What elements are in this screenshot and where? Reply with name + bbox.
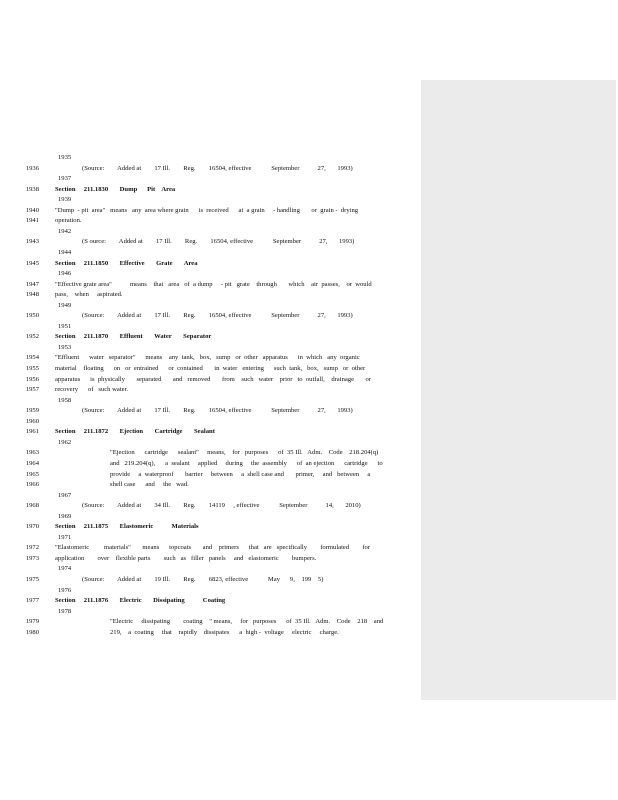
section-heading: Section 211.1830 Dump Pit Area [55, 185, 176, 193]
source-note: (Source: Added at 17 Ill. Reg. 16504, effective September 27, 1993) [82, 407, 353, 415]
line-text: shell case and the wad. [110, 481, 189, 489]
document-line [0, 616, 618, 627]
line-text: 1949 [58, 301, 72, 309]
line-number: 1940 [25, 206, 39, 214]
line-text: 1953 [58, 343, 72, 351]
source-note: (Source: Added at 17 Ill. Reg. 16504, effective September 27, 1993) [82, 312, 353, 320]
document-line [0, 595, 618, 606]
document-line [0, 321, 618, 332]
line-number: 1972 [25, 544, 39, 552]
line-number: 1943 [25, 238, 39, 246]
line-number: 1968 [25, 502, 39, 510]
source-note: (Source: Added at 34 Ill. Reg. 14119 , effective September 14, 2010) [82, 502, 361, 510]
document-line [0, 532, 618, 543]
line-number: 1975 [25, 576, 39, 583]
line-text: 1944 [58, 248, 72, 256]
document-line [0, 279, 618, 290]
document-line [0, 405, 618, 416]
line-number: 1955 [25, 365, 39, 372]
document-line [0, 469, 618, 480]
document-line [0, 574, 618, 585]
line-number: 1956 [25, 375, 39, 383]
line-number: 1973 [25, 554, 39, 562]
line-number: 1963 [25, 449, 39, 457]
line-text: 1976 [58, 586, 72, 594]
document-line [0, 458, 618, 469]
line-text: 1974 [58, 565, 72, 573]
line-number: 1938 [25, 185, 39, 193]
document-line [0, 479, 618, 490]
document-line [0, 521, 618, 532]
line-text: "Electric dissipating coating " means, for purposes of 35 Ill. Adm. Code 218 and [110, 618, 384, 626]
document-line [0, 205, 618, 216]
line-text: provide a waterproof barrier between a shell case and primer, and between a [110, 470, 371, 478]
source-note: (Source: Added at 19 Ill. Reg. 6823, effective May 9, 199 5) [82, 576, 324, 583]
line-text: 1969 [58, 512, 72, 520]
line-number: 1957 [25, 386, 39, 394]
line-text: "Elastomeric materials" means topcoats and primers that are specifically formulated for [55, 544, 371, 552]
line-number: 1970 [25, 523, 39, 531]
line-number: 1979 [25, 618, 39, 626]
document-line [0, 606, 618, 617]
section-heading: Section 211.1870 Effluent Water Separator [55, 333, 212, 341]
document-line [0, 184, 618, 195]
document-line [0, 542, 618, 553]
document-line [0, 395, 618, 406]
line-number: 1936 [25, 164, 39, 172]
line-number: 1961 [25, 428, 39, 436]
line-number: 1947 [25, 280, 39, 288]
document-line [0, 163, 618, 174]
line-number: 1977 [25, 597, 39, 605]
line-text: 219, a coating that rapidly dissipates a high - voltage electric charge. [110, 628, 339, 636]
document-line [0, 627, 618, 638]
line-number: 1948 [25, 291, 39, 299]
line-number: 1980 [25, 628, 39, 636]
document-line [0, 152, 618, 163]
line-text: recovery of such water. [55, 386, 129, 394]
line-text: 1962 [58, 438, 72, 446]
line-number: 1965 [25, 470, 39, 478]
line-number: 1941 [25, 217, 39, 225]
line-text: 1971 [58, 533, 72, 541]
section-heading: Section 211.1850 Effective Grate Area [55, 259, 198, 267]
document-line [0, 426, 618, 437]
document-line [0, 194, 618, 205]
section-heading: Section 211.1872 Ejection Cartridge Sealant [55, 428, 215, 436]
document-line [0, 511, 618, 522]
section-heading: Section 211.1876 Electric Dissipating Coating [55, 597, 226, 605]
line-text: "Dump - pit area" means any area where grain is received at a grain - handling or grain - drying [55, 206, 359, 214]
document-line [0, 447, 618, 458]
line-text: 1937 [58, 175, 72, 183]
document-line [0, 563, 618, 574]
line-number: 1952 [25, 333, 39, 341]
document-line [0, 342, 618, 353]
line-number: 1960 [25, 417, 39, 425]
document-line [0, 247, 618, 258]
line-text: pass, when aspirated. [55, 291, 123, 299]
line-number: 1954 [25, 354, 39, 362]
document-line [0, 331, 618, 342]
line-number: 1964 [25, 459, 39, 467]
line-text: 1978 [58, 607, 72, 615]
line-number: 1950 [25, 312, 39, 320]
document-line [0, 226, 618, 237]
document-line [0, 500, 618, 511]
document-line [0, 289, 618, 300]
line-text: "Ejection cartridge sealant" means, for purposes of 35 Ill. Adm. Code 218.204(q) [110, 449, 379, 457]
document-line [0, 363, 618, 374]
document-line [0, 236, 618, 247]
document-line [0, 416, 618, 427]
source-note: (Source: Added at 17 Ill. Reg. 16504, effective September 27, 1993) [82, 164, 353, 172]
document-line [0, 553, 618, 564]
document-line [0, 310, 618, 321]
line-text: 1967 [58, 491, 72, 499]
line-text: 1951 [58, 322, 72, 330]
document-line [0, 173, 618, 184]
document-line [0, 437, 618, 448]
document-line [0, 384, 618, 395]
line-number: 1966 [25, 481, 39, 489]
line-text: operation. [55, 217, 82, 225]
line-text: 1958 [58, 396, 72, 404]
document-line [0, 300, 618, 311]
document-line [0, 268, 618, 279]
section-heading: Section 211.1875 Elastomeric Materials [55, 523, 199, 531]
line-text: apparatus is physically separated and removed from such water prior to outfall, drainage or [55, 375, 372, 383]
line-text: and 219.204(q), a sealant applied during the assembly of an ejection cartridge to [110, 459, 383, 467]
line-text: material floating on or entrained or contained in water entering such tank, box, sump or other [55, 365, 366, 372]
document-line [0, 374, 618, 385]
line-text: 1942 [58, 227, 72, 235]
document-line [0, 352, 618, 363]
document-line [0, 258, 618, 269]
document-line [0, 490, 618, 501]
line-text: "Effective grate area" means that area of a dump - pit grate through which air passes, or would [55, 280, 372, 288]
line-text: "Effluent water separator" means any tank, box, sump or other apparatus in which any organic [55, 354, 360, 362]
source-note: (S ource: Added at 17 Ill. Reg. 16504, effective September 27, 1993) [82, 238, 355, 246]
line-number: 1959 [25, 407, 39, 415]
line-text: application over flexible parts such as filler panels and elastomeric bumpers. [55, 554, 317, 562]
document-line [0, 585, 618, 596]
line-text: 1935 [58, 154, 72, 161]
line-number: 1945 [25, 259, 39, 267]
line-text: 1946 [58, 270, 72, 278]
line-text: 1939 [58, 196, 72, 204]
document-line [0, 215, 618, 226]
